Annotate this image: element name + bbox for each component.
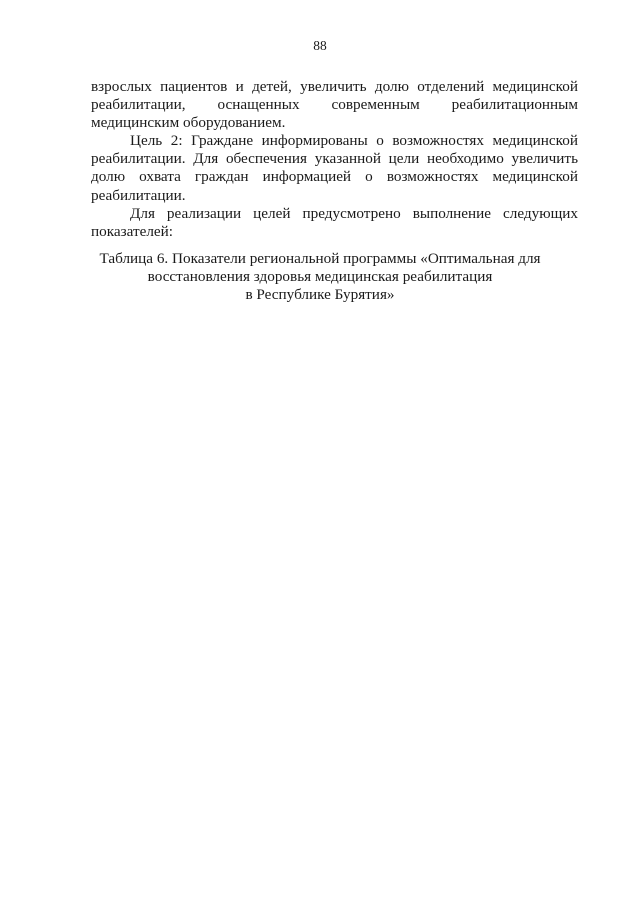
- paragraph-line: взрослых пациентов и детей, увеличить долю отделений медицинской: [91, 78, 578, 95]
- page-number: 88: [313, 38, 327, 53]
- paragraph-line: реабилитации. Для обеспечения указанной цели необходимо увеличить: [91, 150, 578, 168]
- table-caption-line: восстановления здоровья медицинская реабилитация: [147, 268, 493, 286]
- paragraph-2: [91, 132, 578, 204]
- paragraph-line: реабилитации.: [91, 186, 186, 204]
- paragraph-3: [91, 205, 578, 241]
- paragraph-line: долю охвата граждан информацией о возможностях медицинской: [91, 168, 578, 186]
- paragraph-line: Цель 2: Граждане информированы о возможностях медицинской: [130, 132, 578, 150]
- table-caption: [0, 250, 640, 305]
- paragraph-line: реабилитации, оснащенных современным реабилитационным: [91, 96, 578, 114]
- paragraph-line: медицинским оборудованием.: [91, 114, 286, 132]
- paragraph-line: показателей:: [91, 222, 174, 240]
- paragraph-line: Для реализации целей предусмотрено выполнение следующих: [130, 204, 578, 222]
- table-caption-line: в Республике Бурятия»: [245, 286, 395, 304]
- body-text: [91, 78, 578, 241]
- paragraph-1: [91, 78, 578, 132]
- table-caption-line: Таблица 6. Показатели региональной программы «Оптимальная для: [99, 250, 541, 267]
